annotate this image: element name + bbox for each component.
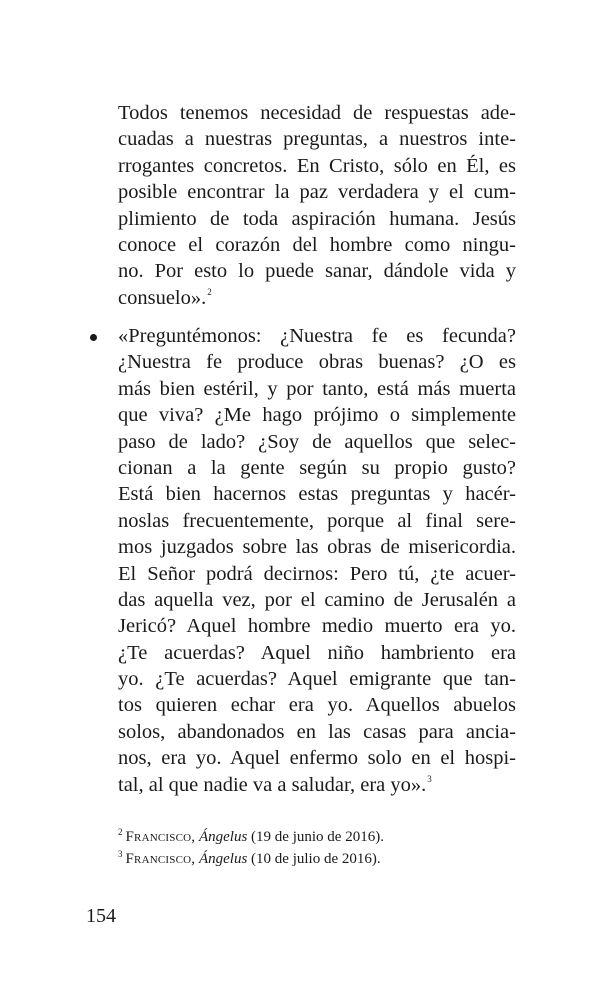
footnote	[118, 848, 518, 870]
footnote	[118, 826, 518, 848]
text-line: cionan a la gente según su propio gusto?	[118, 456, 516, 479]
text-line	[118, 772, 516, 798]
footnote-ref: 2	[207, 286, 212, 297]
footnotes	[118, 826, 518, 870]
text-line: conoce el corazón del hombre como ningu-	[118, 233, 516, 256]
footnote-author: Francisco,	[125, 851, 196, 867]
text-line: Todos tenemos necesidad de respuestas ade-	[118, 102, 516, 124]
text-line: rrogantes concretos. En Cristo, sólo en Él, es	[118, 154, 516, 177]
footnote-detail: (10 de julio de 2016).	[251, 851, 381, 867]
text-line: cuadas a nuestras preguntas, a nuestros inte-	[118, 128, 516, 151]
footnote-work: Ángelus	[198, 851, 248, 867]
text-line: ¿Te acuerdas? Aquel niño hambriento era	[118, 641, 516, 664]
text-line: Está bien hacernos estas preguntas y hacér-	[118, 483, 516, 506]
text-line: nos, era yo. Aquel enfermo solo en el hospi-	[118, 747, 516, 770]
text-line: mos juzgados sobre las obras de misericordia.	[118, 536, 516, 559]
text-line: más bien estéril, y por tanto, está más muerta	[118, 377, 516, 400]
footnote-work: Ángelus	[198, 829, 248, 845]
text-line-content: consuelo».	[118, 286, 207, 309]
text-line: das aquella vez, por el camino de Jerusalén a	[118, 588, 516, 611]
footnote-ref: 3	[427, 773, 432, 784]
text-line: plimiento de toda aspiración humana. Jesús	[118, 207, 516, 230]
footnote-detail: (19 de junio de 2016).	[251, 829, 384, 845]
text-line: ¿Nuestra fe produce obras buenas? ¿O es	[118, 351, 516, 374]
text-line: Jericó? Aquel hombre medio muerto era yo.	[118, 615, 516, 638]
footnote-author: Francisco,	[125, 829, 196, 845]
text-line: El Señor podrá decirnos: Pero tú, ¿te acuer-	[118, 562, 516, 585]
paragraph-quote	[118, 323, 516, 798]
text-line: no. Por esto lo puede sanar, dándole vida y	[118, 260, 516, 283]
text-line: que viva? ¿Me hago prójimo o simplemente	[118, 404, 516, 427]
text-line: solos, abandonados en las casas para ancia-	[118, 720, 516, 743]
text-line: posible encontrar la paz verdadera y el cum-	[118, 181, 516, 204]
page-number: 154	[86, 905, 116, 927]
text-line: paso de lado? ¿Soy de aquellos que selec-	[118, 430, 516, 453]
text-line-content: tal, al que nadie va a saludar, era yo».	[118, 773, 427, 796]
footnote-number: 2	[118, 827, 123, 837]
text-line: yo. ¿Te acuerdas? Aquel emigrante que tan-	[118, 668, 516, 691]
text-line	[118, 285, 516, 311]
footnote-number: 3	[118, 849, 123, 859]
paragraph-continuation	[118, 100, 516, 311]
bullet-icon	[90, 334, 97, 341]
text-line: noslas frecuentemente, porque al final sere-	[118, 509, 516, 532]
text-line: «Preguntémonos: ¿Nuestra fe es fecunda?	[118, 325, 516, 347]
text-line: tos quieren echar era yo. Aquellos abuelos	[118, 694, 516, 717]
